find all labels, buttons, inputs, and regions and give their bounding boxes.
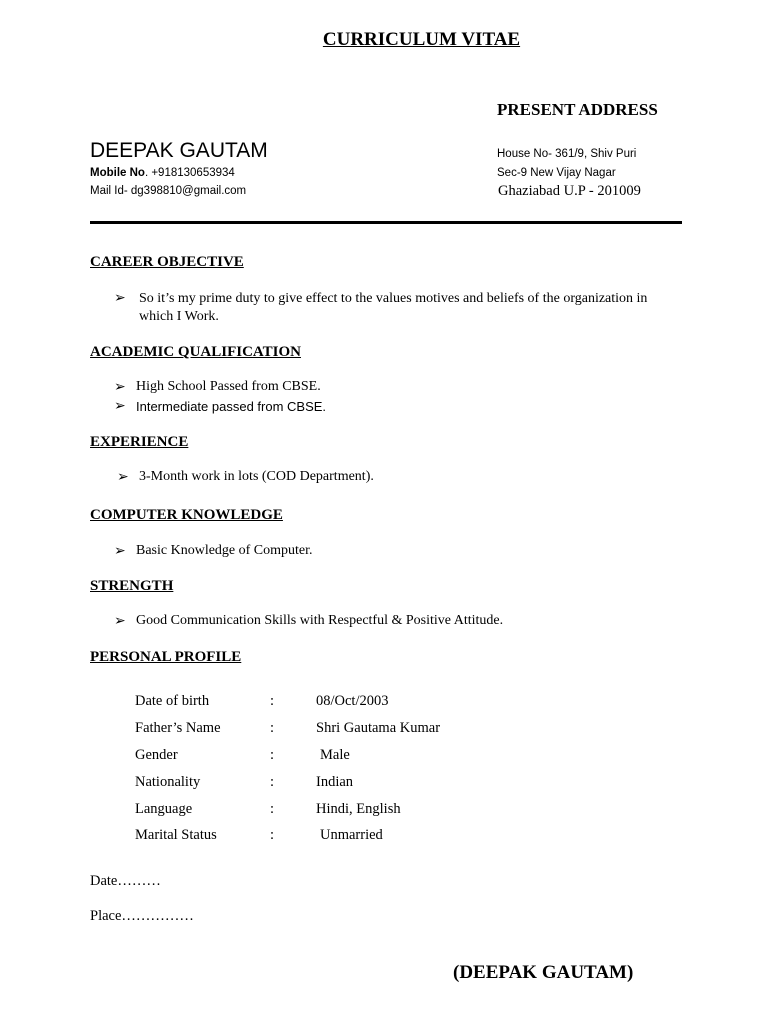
mobile-label: Mobile No bbox=[90, 167, 145, 179]
profile-separator: : bbox=[270, 774, 275, 790]
career-objective-heading: CAREER OBJECTIVE bbox=[90, 254, 244, 270]
document-title: CURRICULUM VITAE bbox=[322, 29, 521, 50]
email-address: Mail Id- dg398810@gmail.com bbox=[90, 185, 247, 197]
profile-label: Nationality bbox=[135, 774, 201, 790]
profile-value: Unmarried bbox=[320, 827, 383, 843]
profile-separator: : bbox=[270, 720, 275, 736]
academic-heading: ACADEMIC QUALIFICATION bbox=[90, 344, 301, 360]
experience-heading: EXPERIENCE bbox=[90, 434, 189, 450]
personal-profile-heading: PERSONAL PROFILE bbox=[90, 649, 242, 665]
profile-label: Language bbox=[135, 801, 193, 817]
present-address-heading: PRESENT ADDRESS bbox=[497, 100, 658, 119]
computer-item: Basic Knowledge of Computer. bbox=[136, 543, 313, 558]
address-line-3: Ghaziabad U.P - 201009 bbox=[498, 183, 641, 199]
profile-value: Shri Gautama Kumar bbox=[316, 720, 441, 736]
strength-item: Good Communication Skills with Respectful & Positive Attitude. bbox=[136, 613, 504, 628]
mobile-number bbox=[90, 167, 235, 179]
academic-item: Intermediate passed from CBSE. bbox=[136, 399, 327, 414]
profile-separator: : bbox=[270, 827, 275, 843]
strength-heading: STRENGTH bbox=[90, 578, 174, 594]
bullet-arrow-icon: ➢ bbox=[114, 399, 126, 414]
career-objective-text: So it’s my prime duty to give effect to the values motives and beliefs of the organization in which I Work. bbox=[139, 291, 648, 324]
date-field: Date……… bbox=[90, 873, 161, 889]
mobile-value: . +918130653934 bbox=[144, 167, 235, 179]
address-line-1: House No- 361/9, Shiv Puri bbox=[497, 148, 637, 160]
profile-label: Marital Status bbox=[135, 827, 217, 843]
profile-value: 08/Oct/2003 bbox=[316, 693, 389, 709]
profile-label: Date of birth bbox=[135, 693, 210, 709]
bullet-arrow-icon: ➢ bbox=[114, 544, 126, 559]
bullet-arrow-icon: ➢ bbox=[114, 291, 126, 306]
applicant-name: DEEPAK GAUTAM bbox=[90, 139, 268, 162]
profile-separator: : bbox=[270, 747, 275, 763]
profile-value: Male bbox=[320, 747, 350, 763]
profile-value: Indian bbox=[316, 774, 354, 790]
place-field: Place…………… bbox=[90, 908, 194, 924]
bullet-arrow-icon: ➢ bbox=[117, 470, 129, 485]
profile-label: Gender bbox=[135, 747, 178, 763]
bullet-arrow-icon: ➢ bbox=[114, 380, 126, 395]
experience-item: 3-Month work in lots (COD Department). bbox=[139, 469, 374, 484]
profile-separator: : bbox=[270, 693, 275, 709]
academic-item: High School Passed from CBSE. bbox=[136, 379, 321, 394]
profile-value: Hindi, English bbox=[316, 801, 401, 817]
header-divider bbox=[90, 221, 682, 224]
computer-knowledge-heading: COMPUTER KNOWLEDGE bbox=[90, 507, 283, 523]
address-line-2: Sec-9 New Vijay Nagar bbox=[497, 167, 616, 179]
bullet-arrow-icon: ➢ bbox=[114, 614, 126, 629]
profile-label: Father’s Name bbox=[135, 720, 221, 736]
profile-separator: : bbox=[270, 801, 275, 817]
signature-name: (DEEPAK GAUTAM) bbox=[453, 962, 634, 983]
